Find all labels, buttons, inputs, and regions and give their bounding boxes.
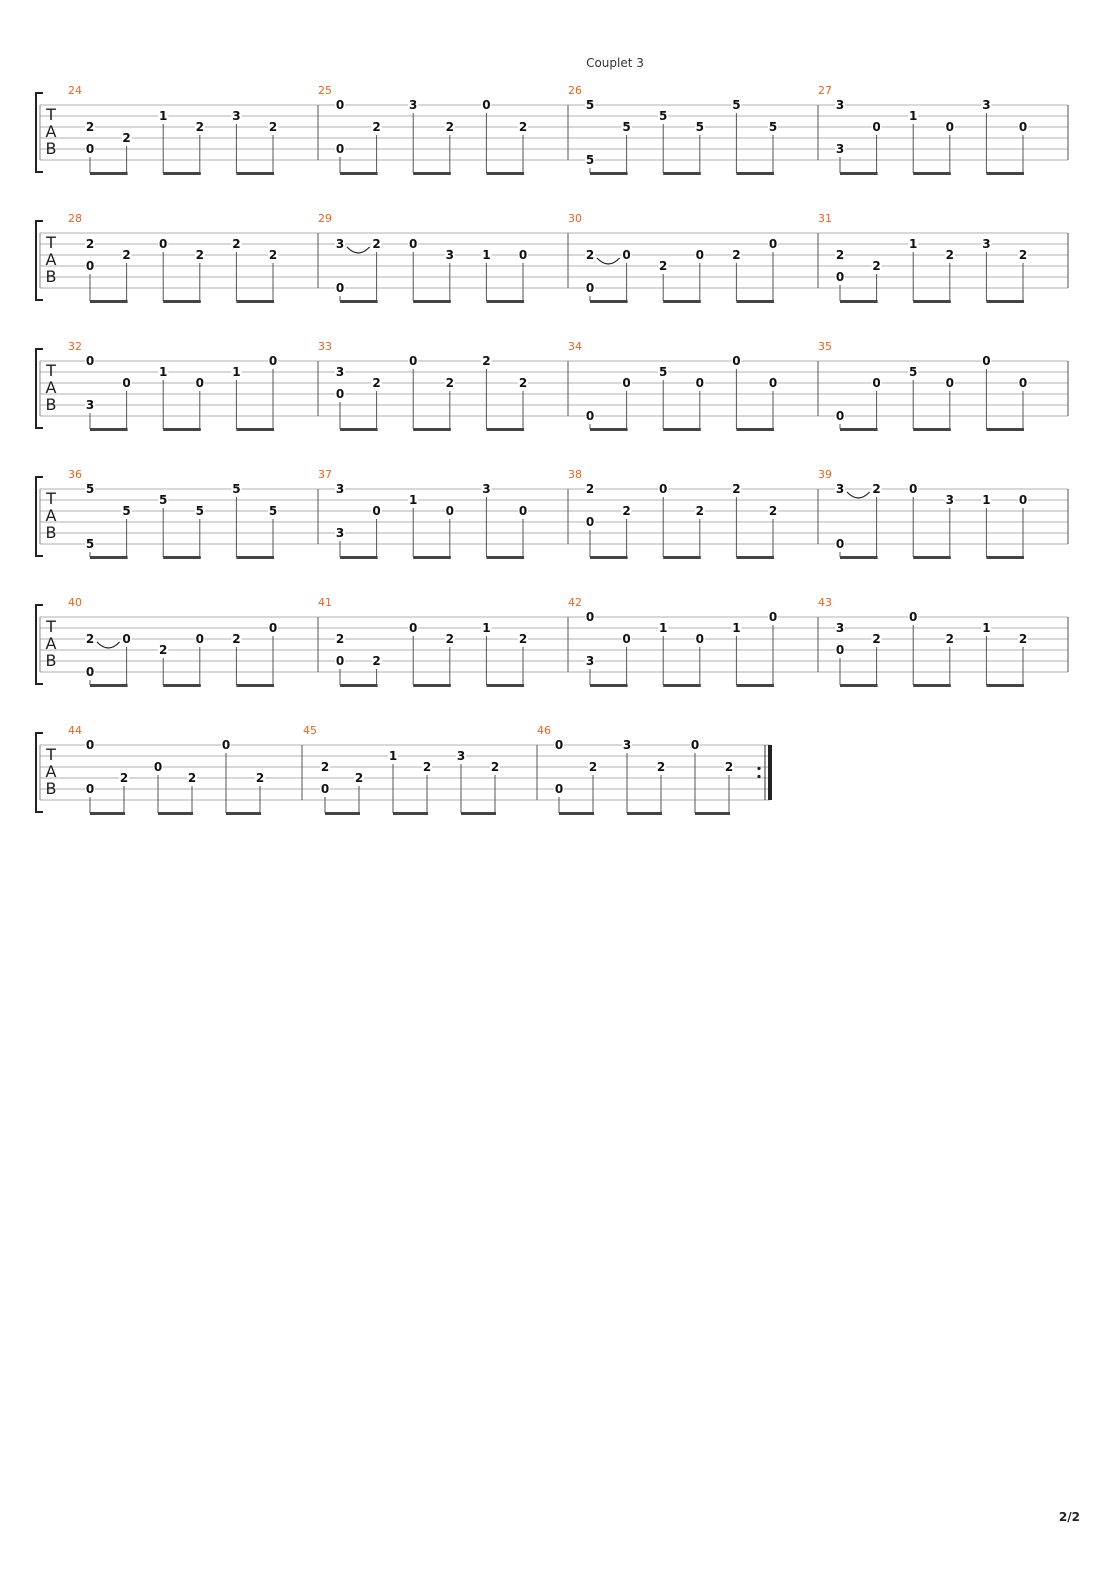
measure-number: 24 xyxy=(68,84,82,97)
note-beam xyxy=(340,684,378,687)
fret-number: 0 xyxy=(835,537,845,551)
fret-number: 3 xyxy=(835,142,845,156)
note-beam xyxy=(236,172,274,175)
tab-clef-letter: B xyxy=(45,395,57,414)
fret-number: 1 xyxy=(732,621,741,635)
fret-number: 2 xyxy=(585,248,595,262)
fret-number: 2 xyxy=(195,120,204,134)
section-title: Couplet 3 xyxy=(586,56,644,70)
fret-number: 2 xyxy=(695,504,704,518)
note-beam xyxy=(736,172,774,175)
tab-clef-letter: B xyxy=(45,139,57,158)
fret-number: 2 xyxy=(445,120,454,134)
fret-number: 0 xyxy=(372,504,381,518)
note-beam xyxy=(627,812,662,815)
fret-number: 2 xyxy=(732,482,741,496)
fret-number: 0 xyxy=(585,409,595,423)
measure-number: 46 xyxy=(537,724,551,737)
fret-number: 0 xyxy=(153,760,163,774)
note-beam xyxy=(413,684,451,687)
fret-number: 0 xyxy=(554,738,564,752)
fret-number: 3 xyxy=(945,493,954,507)
slur-arc xyxy=(597,258,620,264)
measure-number: 32 xyxy=(68,340,82,353)
measure-number: 33 xyxy=(318,340,332,353)
note-beam xyxy=(90,428,128,431)
fret-number: 2 xyxy=(255,771,265,785)
note-beam xyxy=(590,684,628,687)
fret-number: 2 xyxy=(372,120,381,134)
fret-number: 0 xyxy=(268,354,278,368)
fret-number: 5 xyxy=(622,120,631,134)
fret-number: 1 xyxy=(159,365,168,379)
fret-number: 0 xyxy=(982,354,991,368)
measure-number: 30 xyxy=(568,212,582,225)
fret-number: 2 xyxy=(85,237,95,251)
fret-number: 3 xyxy=(835,98,845,112)
note-beam xyxy=(590,556,628,559)
fret-number: 0 xyxy=(122,632,131,646)
tab-clef-letter: T xyxy=(46,233,56,252)
measure-number: 28 xyxy=(68,212,82,225)
fret-number: 1 xyxy=(982,493,991,507)
tab-clef-letter: T xyxy=(46,617,56,636)
note-beam xyxy=(413,428,451,431)
note-beam xyxy=(736,428,774,431)
fret-number: 1 xyxy=(909,109,918,123)
fret-number: 2 xyxy=(872,259,881,273)
note-beam xyxy=(413,556,451,559)
fret-number: 3 xyxy=(335,482,345,496)
fret-number: 1 xyxy=(909,237,918,251)
fret-number: 2 xyxy=(872,482,881,496)
note-beam xyxy=(163,172,201,175)
fret-number: 1 xyxy=(982,621,991,635)
measure-number: 36 xyxy=(68,468,82,481)
fret-number: 2 xyxy=(232,632,241,646)
fret-number: 2 xyxy=(372,654,381,668)
fret-number: 5 xyxy=(195,504,204,518)
fret-number: 2 xyxy=(372,376,381,390)
fret-number: 0 xyxy=(518,504,528,518)
fret-number: 3 xyxy=(409,98,418,112)
fret-number: 3 xyxy=(835,482,845,496)
fret-number: 1 xyxy=(232,365,241,379)
fret-number: 1 xyxy=(409,493,418,507)
measure-number: 27 xyxy=(818,84,832,97)
fret-number: 2 xyxy=(482,354,491,368)
fret-number: 0 xyxy=(732,354,741,368)
fret-number: 2 xyxy=(518,376,528,390)
fret-number: 2 xyxy=(835,248,845,262)
measure-number: 25 xyxy=(318,84,332,97)
note-beam xyxy=(986,428,1024,431)
measure-number: 29 xyxy=(318,212,332,225)
note-beam xyxy=(90,556,128,559)
note-beam xyxy=(590,300,628,303)
tab-clef-letter: B xyxy=(45,651,57,670)
page-number: 2/2 xyxy=(1058,1510,1080,1524)
measure-number: 41 xyxy=(318,596,332,609)
note-beam xyxy=(340,428,378,431)
note-beam xyxy=(236,300,274,303)
fret-number: 0 xyxy=(85,142,95,156)
slur-arc xyxy=(97,642,120,648)
fret-number: 0 xyxy=(622,632,631,646)
fret-number: 0 xyxy=(945,120,954,134)
fret-number: 0 xyxy=(585,515,595,529)
fret-number: 0 xyxy=(1018,120,1028,134)
note-beam xyxy=(413,172,451,175)
fret-number: 0 xyxy=(622,248,631,262)
note-beam xyxy=(663,684,701,687)
note-beam xyxy=(486,172,524,175)
note-beam xyxy=(340,556,378,559)
fret-number: 3 xyxy=(85,398,95,412)
fret-number: 0 xyxy=(659,482,668,496)
fret-number: 2 xyxy=(159,643,168,657)
fret-number: 2 xyxy=(445,632,454,646)
fret-number: 3 xyxy=(835,621,845,635)
tab-clef-letter: A xyxy=(45,634,57,653)
fret-number: 2 xyxy=(872,632,881,646)
note-beam xyxy=(486,428,524,431)
fret-number: 0 xyxy=(159,237,168,251)
fret-number: 5 xyxy=(585,153,595,167)
fret-number: 2 xyxy=(588,760,598,774)
fret-number: 0 xyxy=(195,632,204,646)
note-beam xyxy=(913,556,951,559)
fret-number: 0 xyxy=(768,610,778,624)
note-beam xyxy=(663,300,701,303)
tab-clef-letter: A xyxy=(45,506,57,525)
fret-number: 5 xyxy=(232,482,241,496)
note-beam xyxy=(325,812,360,815)
note-beam xyxy=(236,684,274,687)
note-beam xyxy=(90,684,128,687)
fret-number: 2 xyxy=(85,632,95,646)
fret-number: 5 xyxy=(159,493,168,507)
tab-clef-letter: B xyxy=(45,779,57,798)
fret-number: 2 xyxy=(585,482,595,496)
fret-number: 1 xyxy=(482,621,491,635)
fret-number: 2 xyxy=(518,632,528,646)
note-beam xyxy=(986,172,1024,175)
note-beam xyxy=(340,172,378,175)
tab-clef-letter: B xyxy=(45,523,57,542)
measure-number: 31 xyxy=(818,212,832,225)
tab-clef-letter: A xyxy=(45,122,57,141)
note-beam xyxy=(163,684,201,687)
note-beam xyxy=(590,428,628,431)
measure-number: 44 xyxy=(68,724,82,737)
fret-number: 5 xyxy=(732,98,741,112)
fret-number: 0 xyxy=(335,142,345,156)
fret-number: 0 xyxy=(872,376,881,390)
fret-number: 2 xyxy=(372,237,381,251)
note-beam xyxy=(90,812,125,815)
fret-number: 2 xyxy=(945,248,954,262)
fret-number: 0 xyxy=(122,376,131,390)
fret-number: 0 xyxy=(85,782,95,796)
fret-number: 2 xyxy=(656,760,666,774)
fret-number: 0 xyxy=(695,632,704,646)
tab-clef-letter: T xyxy=(46,105,56,124)
measure-number: 35 xyxy=(818,340,832,353)
fret-number: 0 xyxy=(768,376,778,390)
note-beam xyxy=(163,428,201,431)
measure-number: 43 xyxy=(818,596,832,609)
fret-number: 2 xyxy=(422,760,432,774)
tab-clef-letter: A xyxy=(45,250,57,269)
fret-number: 3 xyxy=(622,738,632,752)
note-beam xyxy=(559,812,594,815)
fret-number: 1 xyxy=(659,621,668,635)
fret-number: 0 xyxy=(518,248,528,262)
fret-number: 0 xyxy=(835,270,845,284)
fret-number: 0 xyxy=(409,621,418,635)
measure-number: 34 xyxy=(568,340,582,353)
note-beam xyxy=(90,172,128,175)
fret-number: 5 xyxy=(659,365,668,379)
fret-number: 5 xyxy=(85,537,95,551)
fret-number: 2 xyxy=(724,760,734,774)
fret-number: 3 xyxy=(982,237,991,251)
measure-number: 38 xyxy=(568,468,582,481)
note-beam xyxy=(590,172,628,175)
measure-number: 37 xyxy=(318,468,332,481)
fret-number: 3 xyxy=(585,654,595,668)
note-beam xyxy=(840,172,878,175)
note-beam xyxy=(226,812,261,815)
fret-number: 3 xyxy=(456,749,466,763)
measure-number: 26 xyxy=(568,84,582,97)
fret-number: 0 xyxy=(909,610,918,624)
note-beam xyxy=(236,556,274,559)
note-beam xyxy=(340,300,378,303)
fret-number: 0 xyxy=(409,237,418,251)
note-beam xyxy=(393,812,428,815)
measure-number: 45 xyxy=(303,724,317,737)
note-beam xyxy=(695,812,730,815)
note-beam xyxy=(736,684,774,687)
note-beam xyxy=(840,556,878,559)
note-beam xyxy=(663,172,701,175)
note-beam xyxy=(840,300,878,303)
fret-number: 0 xyxy=(335,98,345,112)
fret-number: 5 xyxy=(909,365,918,379)
tab-clef-letter: T xyxy=(46,745,56,764)
note-beam xyxy=(158,812,193,815)
measure-number: 40 xyxy=(68,596,82,609)
fret-number: 2 xyxy=(85,120,95,134)
fret-number: 0 xyxy=(335,387,345,401)
note-beam xyxy=(913,684,951,687)
note-beam xyxy=(913,300,951,303)
fret-number: 2 xyxy=(122,131,131,145)
fret-number: 0 xyxy=(335,281,345,295)
fret-number: 2 xyxy=(320,760,330,774)
fret-number: 5 xyxy=(268,504,278,518)
fret-number: 0 xyxy=(482,98,491,112)
fret-number: 0 xyxy=(221,738,231,752)
note-beam xyxy=(486,684,524,687)
note-beam xyxy=(486,556,524,559)
note-beam xyxy=(840,684,878,687)
measure-number: 42 xyxy=(568,596,582,609)
fret-number: 5 xyxy=(585,98,595,112)
note-beam xyxy=(663,428,701,431)
fret-number: 2 xyxy=(622,504,631,518)
fret-number: 5 xyxy=(659,109,668,123)
fret-number: 0 xyxy=(1018,376,1028,390)
fret-number: 2 xyxy=(945,632,954,646)
repeat-dot xyxy=(757,767,760,770)
fret-number: 3 xyxy=(335,526,345,540)
fret-number: 2 xyxy=(354,771,364,785)
fret-number: 1 xyxy=(482,248,491,262)
fret-number: 1 xyxy=(388,749,398,763)
fret-number: 0 xyxy=(945,376,954,390)
fret-number: 3 xyxy=(982,98,991,112)
note-beam xyxy=(986,300,1024,303)
fret-number: 0 xyxy=(409,354,418,368)
fret-number: 2 xyxy=(490,760,500,774)
fret-number: 3 xyxy=(335,237,345,251)
fret-number: 0 xyxy=(690,738,700,752)
note-beam xyxy=(840,428,878,431)
tab-clef-letter: B xyxy=(45,267,57,286)
fret-number: 0 xyxy=(695,248,704,262)
fret-number: 5 xyxy=(768,120,778,134)
note-beam xyxy=(461,812,496,815)
fret-number: 2 xyxy=(732,248,741,262)
fret-number: 5 xyxy=(85,482,95,496)
fret-number: 2 xyxy=(335,632,345,646)
fret-number: 2 xyxy=(119,771,129,785)
slur-arc xyxy=(847,492,870,498)
fret-number: 2 xyxy=(518,120,528,134)
slur-arc xyxy=(347,247,370,253)
fret-number: 0 xyxy=(835,643,845,657)
fret-number: 0 xyxy=(695,376,704,390)
fret-number: 1 xyxy=(159,109,168,123)
fret-number: 0 xyxy=(445,504,454,518)
note-beam xyxy=(663,556,701,559)
fret-number: 3 xyxy=(232,109,241,123)
fret-number: 0 xyxy=(768,237,778,251)
fret-number: 0 xyxy=(335,654,345,668)
note-beam xyxy=(736,556,774,559)
fret-number: 0 xyxy=(585,281,595,295)
note-beam xyxy=(90,300,128,303)
fret-number: 2 xyxy=(445,376,454,390)
fret-number: 0 xyxy=(268,621,278,635)
note-beam xyxy=(413,300,451,303)
repeat-thick-barline xyxy=(768,745,772,800)
fret-number: 2 xyxy=(232,237,241,251)
fret-number: 2 xyxy=(195,248,204,262)
note-beam xyxy=(913,172,951,175)
fret-number: 3 xyxy=(445,248,454,262)
tab-clef-letter: T xyxy=(46,361,56,380)
fret-number: 0 xyxy=(872,120,881,134)
fret-number: 3 xyxy=(482,482,491,496)
fret-number: 5 xyxy=(122,504,131,518)
fret-number: 0 xyxy=(835,409,845,423)
fret-number: 2 xyxy=(187,771,197,785)
fret-number: 0 xyxy=(1018,493,1028,507)
note-beam xyxy=(163,300,201,303)
fret-number: 2 xyxy=(1018,248,1028,262)
note-beam xyxy=(236,428,274,431)
fret-number: 0 xyxy=(85,259,95,273)
fret-number: 3 xyxy=(335,365,345,379)
fret-number: 5 xyxy=(695,120,704,134)
note-beam xyxy=(986,684,1024,687)
repeat-dot xyxy=(757,775,760,778)
note-beam xyxy=(486,300,524,303)
tab-clef-letter: A xyxy=(45,762,57,781)
fret-number: 0 xyxy=(195,376,204,390)
note-beam xyxy=(986,556,1024,559)
fret-number: 2 xyxy=(659,259,668,273)
fret-number: 0 xyxy=(85,738,95,752)
fret-number: 0 xyxy=(622,376,631,390)
note-beam xyxy=(913,428,951,431)
fret-number: 0 xyxy=(85,665,95,679)
tab-clef-letter: T xyxy=(46,489,56,508)
fret-number: 2 xyxy=(1018,632,1028,646)
fret-number: 0 xyxy=(554,782,564,796)
fret-number: 2 xyxy=(768,504,778,518)
tab-clef-letter: A xyxy=(45,378,57,397)
fret-number: 0 xyxy=(585,610,595,624)
fret-number: 2 xyxy=(268,248,278,262)
fret-number: 0 xyxy=(909,482,918,496)
measure-number: 39 xyxy=(818,468,832,481)
fret-number: 0 xyxy=(320,782,330,796)
fret-number: 2 xyxy=(122,248,131,262)
note-beam xyxy=(163,556,201,559)
note-beam xyxy=(736,300,774,303)
fret-number: 0 xyxy=(85,354,95,368)
fret-number: 2 xyxy=(268,120,278,134)
